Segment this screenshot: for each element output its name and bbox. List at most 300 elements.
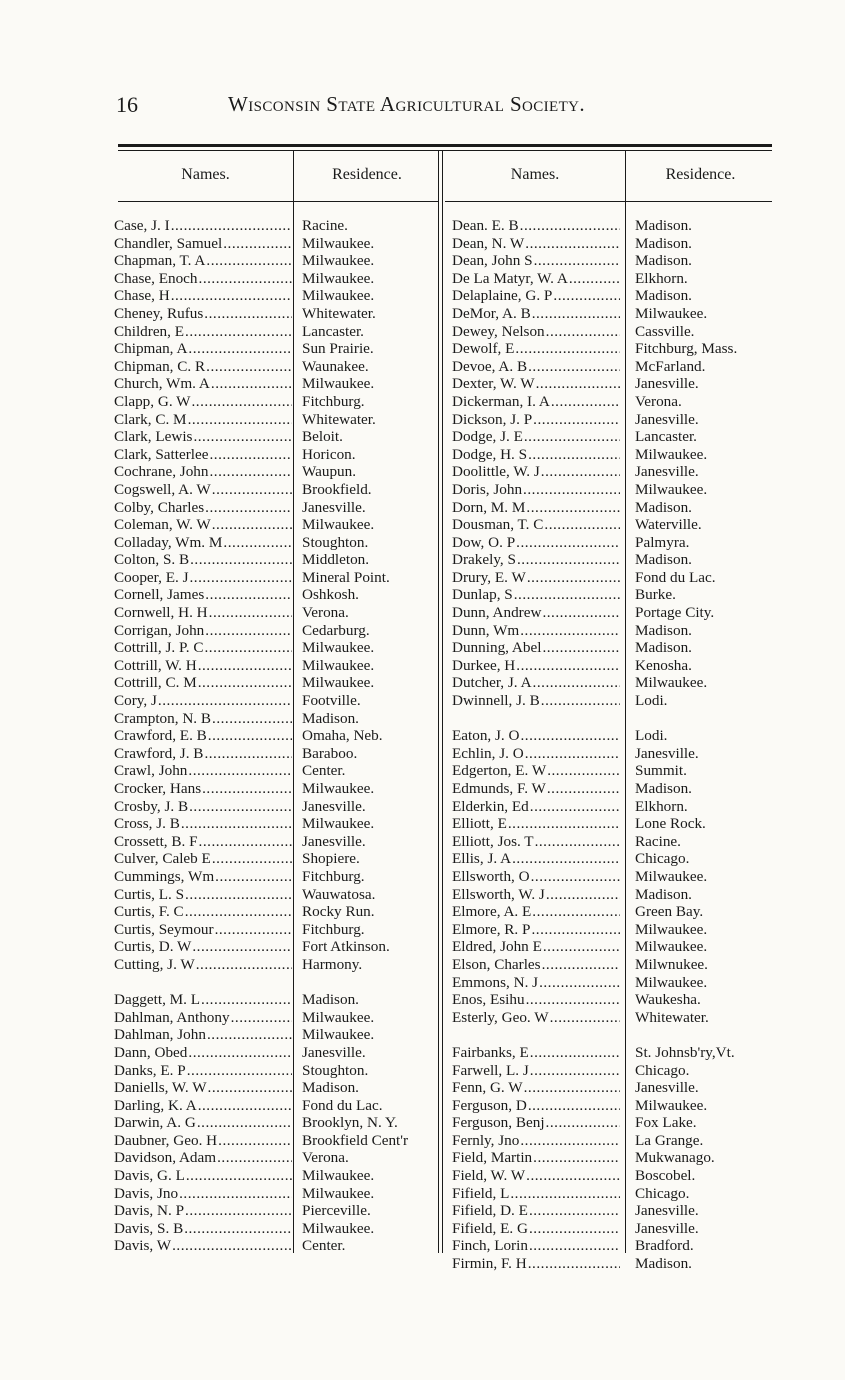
section-gap: [635, 1026, 775, 1044]
dot-leader: [185, 323, 292, 341]
header-underline-right: [445, 201, 772, 202]
member-name-row: [452, 1185, 620, 1203]
member-residence: Milwaukee.: [302, 656, 375, 674]
member-name: Dean. E. B: [452, 217, 519, 234]
member-name-row: [452, 692, 620, 710]
member-residence: Milwaukee.: [302, 639, 375, 657]
dot-leader: [211, 375, 292, 393]
member-name-row: [114, 745, 292, 763]
header-names-left: Names.: [181, 166, 230, 183]
member-name-row: [452, 921, 620, 939]
dot-leader: [546, 886, 620, 904]
member-name-row: [114, 446, 292, 464]
member-name: Elmore, A. E: [452, 903, 532, 921]
member-residence: Bradford.: [635, 1237, 694, 1255]
member-name: Dewey, Nelson: [452, 322, 545, 340]
dot-leader: [508, 815, 620, 833]
dot-leader: [199, 833, 292, 851]
member-residence: Madison.: [635, 885, 692, 903]
dot-leader: [530, 798, 620, 816]
member-name: Cornwell, H. H: [114, 604, 208, 622]
dot-leader: [543, 938, 620, 956]
member-name-row: [452, 850, 620, 868]
member-name: Chandler, Samuel: [114, 234, 223, 252]
member-residence: Mukwanago.: [635, 1149, 715, 1167]
member-residence: Racine.: [635, 832, 681, 850]
member-name: Crosby, J. B: [114, 797, 189, 815]
member-residence: Milwaukee.: [302, 252, 375, 270]
member-name: Dodge, J. E: [452, 428, 523, 446]
member-name: Elliott, Jos. T: [452, 832, 534, 850]
dot-leader: [531, 868, 620, 886]
member-name-row: [452, 481, 620, 499]
member-name: Farwell, L. J: [452, 1061, 529, 1079]
dot-leader: [546, 323, 620, 341]
member-name-row: [452, 1132, 620, 1150]
member-name-row: [452, 375, 620, 393]
member-name-row: [452, 639, 620, 657]
member-name-row: [114, 534, 292, 552]
member-residence: Milwaukee.: [302, 1219, 375, 1237]
dot-leader: [532, 305, 620, 323]
header-rule-thin: [118, 150, 772, 151]
dot-leader: [529, 1202, 620, 1220]
member-residence: Janesville.: [635, 1079, 699, 1097]
dot-leader: [198, 674, 292, 692]
member-name: Dahlman, John: [114, 1026, 206, 1044]
member-residence: Summit.: [635, 762, 687, 780]
member-name: Chapman, T. A: [114, 252, 206, 270]
member-name-row: [452, 534, 620, 552]
member-name-row: [114, 428, 292, 446]
member-name: Eldred, John E: [452, 938, 542, 956]
member-residence: Stoughton.: [302, 1061, 369, 1079]
member-name: Cogswell, A. W: [114, 480, 211, 498]
dot-leader: [193, 428, 292, 446]
right-residence-column: [635, 217, 775, 1273]
member-name-row: [452, 463, 620, 481]
dot-leader: [205, 586, 292, 604]
member-residence: Sun Prairie.: [302, 340, 374, 358]
member-name: Colladay, Wm. M: [114, 533, 223, 551]
member-residence: Boscobel.: [635, 1167, 696, 1185]
dot-leader: [188, 762, 292, 780]
member-name-row: [452, 586, 620, 604]
member-residence: Stoughton.: [302, 533, 369, 551]
member-name-row: [452, 235, 620, 253]
member-residence: Brookfield Cent'r: [302, 1131, 409, 1149]
member-name-row: [114, 586, 292, 604]
dot-leader: [569, 270, 620, 288]
member-name-row: [114, 1132, 292, 1150]
member-name-row: [452, 1220, 620, 1238]
dot-leader: [541, 692, 620, 710]
member-name-row: [114, 622, 292, 640]
member-name: Echlin, J. O: [452, 744, 524, 762]
member-name-row: [114, 1220, 292, 1238]
member-residence: Milwaukee.: [635, 674, 708, 692]
member-name: Crossett, B. F: [114, 832, 198, 850]
member-residence: Milwaukee.: [635, 973, 708, 991]
member-name-row: [114, 1202, 292, 1220]
member-name-row: [452, 622, 620, 640]
member-name: Edgerton, E. W: [452, 762, 547, 780]
member-residence: Lancaster.: [302, 322, 364, 340]
member-name-row: [452, 974, 620, 992]
member-residence: Lodi.: [635, 692, 668, 710]
dot-leader: [186, 1167, 292, 1185]
member-residence: Elkhorn.: [635, 269, 688, 287]
dot-leader: [527, 569, 620, 587]
member-name: Drury, E. W: [452, 568, 526, 586]
dot-leader: [524, 428, 620, 446]
member-residence: Madison.: [635, 1255, 692, 1273]
dot-leader: [526, 991, 620, 1009]
member-name-row: [452, 991, 620, 1009]
dot-leader: [199, 270, 292, 288]
member-name-row: [114, 1149, 292, 1167]
member-name: Delaplaine, G. P: [452, 287, 553, 305]
section-gap: [635, 710, 775, 728]
member-name-row: [452, 499, 620, 517]
member-name: Durkee, H: [452, 656, 516, 674]
member-name-row: [452, 868, 620, 886]
member-name-row: [452, 1009, 620, 1027]
member-residence: Milwaukee.: [635, 1096, 708, 1114]
member-name-row: [452, 1255, 620, 1273]
member-name: Eaton, J. O: [452, 727, 520, 745]
member-name: Chipman, A: [114, 340, 188, 358]
member-name-row: [114, 604, 292, 622]
member-name-row: [452, 657, 620, 675]
member-name-row: [114, 1167, 292, 1185]
member-residence: Fond du Lac.: [302, 1096, 383, 1114]
member-name: Fifield, E. G: [452, 1219, 528, 1237]
member-name: Dexter, W. W: [452, 375, 535, 393]
member-name: Cutting, J. W: [114, 955, 195, 973]
member-name-row: [114, 358, 292, 376]
member-name: Dunn, Andrew: [452, 604, 542, 622]
dot-leader: [204, 305, 292, 323]
dot-leader: [172, 1237, 292, 1255]
member-residence: Elkhorn.: [635, 797, 688, 815]
member-residence: Verona.: [302, 1149, 349, 1167]
dot-leader: [201, 991, 292, 1009]
member-name: Chase, Enoch: [114, 269, 198, 287]
member-name-row: [452, 815, 620, 833]
member-residence: Brooklyn, N. Y.: [302, 1114, 398, 1132]
member-name-row: [114, 762, 292, 780]
member-name: Drakely, S: [452, 551, 516, 569]
member-residence: Verona.: [302, 604, 349, 622]
dot-leader: [521, 727, 621, 745]
member-name: Devoe, A. B: [452, 357, 528, 375]
dot-leader: [520, 622, 620, 640]
member-name-row: [452, 446, 620, 464]
member-residence: Madison.: [635, 287, 692, 305]
dot-leader: [198, 657, 292, 675]
member-residence: Milwaukee.: [302, 815, 375, 833]
member-residence: Fitchburg.: [302, 392, 365, 410]
member-name-row: [114, 499, 292, 517]
member-residence: Cassville.: [635, 322, 695, 340]
member-name-row: [452, 674, 620, 692]
member-name: Children, E: [114, 322, 185, 340]
member-residence: St. Johnsb'ry,Vt.: [635, 1043, 735, 1061]
dot-leader: [550, 1009, 620, 1027]
member-residence: Fond du Lac.: [635, 568, 716, 586]
member-name: Dahlman, Anthony: [114, 1008, 230, 1026]
member-name: Dwinnell, J. B: [452, 692, 540, 710]
member-name: Dodge, H. S: [452, 445, 528, 463]
member-residence: Middleton.: [302, 551, 370, 569]
member-name: Curtis, F. C: [114, 903, 184, 921]
dot-leader: [553, 287, 620, 305]
member-name: Darwin, A. G: [114, 1114, 196, 1132]
dot-leader: [212, 516, 292, 534]
member-name: Darling, K. A: [114, 1096, 197, 1114]
member-residence: Milwaukee.: [302, 780, 375, 797]
member-name: Ellis, J. A: [452, 850, 512, 868]
member-residence: Whitewater.: [302, 410, 376, 428]
running-head: Wisconsin State Agricultural Society.: [228, 92, 586, 116]
member-name-row: [452, 1149, 620, 1167]
member-name: Ferguson, D: [452, 1096, 527, 1114]
member-name: Clark, C. M: [114, 410, 187, 428]
member-name-row: [114, 956, 292, 974]
member-name: Dewolf, E: [452, 340, 515, 358]
dot-leader: [215, 921, 292, 939]
member-residence: Janesville.: [635, 410, 699, 428]
member-residence: McFarland.: [635, 357, 706, 375]
member-residence: Milwaukee.: [635, 920, 708, 938]
member-name: Davis, S. B: [114, 1219, 184, 1237]
member-name: Curtis, Seymour: [114, 920, 214, 938]
header-residence-right: Residence.: [665, 166, 736, 183]
member-residence: Madison.: [635, 780, 692, 797]
member-name: Clark, Lewis: [114, 428, 193, 446]
member-residence: Janesville.: [302, 797, 366, 815]
member-name-row: [114, 393, 292, 411]
dot-leader: [206, 252, 292, 270]
dot-leader: [171, 287, 292, 305]
dot-leader: [542, 956, 620, 974]
member-residence: Fort Atkinson.: [302, 938, 390, 956]
member-name: Dickson, J. P: [452, 410, 533, 428]
member-name: Culver, Caleb E: [114, 850, 211, 868]
member-name-row: [452, 569, 620, 587]
member-residence: Milwaukee.: [635, 304, 708, 322]
member-name: Davis, Jno: [114, 1184, 179, 1202]
member-name-row: [114, 903, 292, 921]
dot-leader: [206, 358, 292, 376]
dot-leader: [544, 516, 620, 534]
dot-leader: [209, 604, 292, 622]
member-name: Curtis, D. W: [114, 938, 192, 956]
member-name-row: [114, 868, 292, 886]
member-name: Fernly, Jno: [452, 1131, 520, 1149]
dot-leader: [528, 1255, 620, 1273]
member-name-row: [114, 1079, 292, 1097]
dot-leader: [512, 850, 620, 868]
dot-leader: [526, 1167, 620, 1185]
member-name: Clapp, G. W: [114, 392, 191, 410]
dot-leader: [520, 217, 620, 235]
member-name-row: [114, 1237, 292, 1255]
member-residence: Racine.: [302, 217, 348, 234]
dot-leader: [523, 481, 620, 499]
member-residence: Waunakee.: [302, 357, 369, 375]
member-residence: Milwaukee.: [302, 1026, 375, 1044]
section-gap: [452, 1026, 620, 1044]
dot-leader: [528, 446, 620, 464]
member-name-row: [114, 886, 292, 904]
member-name-row: [114, 674, 292, 692]
dot-leader: [530, 1062, 620, 1080]
dot-leader: [185, 1202, 292, 1220]
member-name: Fairbanks, E: [452, 1043, 529, 1061]
member-name: Crawford, J. B: [114, 744, 204, 762]
member-residence: Janesville.: [635, 375, 699, 393]
member-residence: Milwaukee.: [635, 480, 708, 498]
dot-leader: [525, 745, 620, 763]
member-name-row: [114, 938, 292, 956]
dot-leader: [533, 411, 620, 429]
member-name-row: [452, 1167, 620, 1185]
member-residence: Janesville.: [302, 1043, 366, 1061]
member-residence: Madison.: [635, 621, 692, 639]
member-residence: Green Bay.: [635, 903, 704, 921]
dot-leader: [546, 1114, 620, 1132]
member-name: Daubner, Geo. H: [114, 1131, 218, 1149]
dot-leader: [547, 780, 620, 798]
member-name-row: [114, 270, 292, 288]
dot-leader: [536, 375, 620, 393]
dot-leader: [205, 499, 292, 517]
section-gap: [452, 710, 620, 728]
member-name-row: [114, 833, 292, 851]
member-name-row: [114, 921, 292, 939]
member-name-row: [114, 411, 292, 429]
member-residence: Madison.: [635, 551, 692, 569]
member-name: Colby, Charles: [114, 498, 205, 516]
member-name: Cottrill, W. H: [114, 656, 197, 674]
dot-leader: [534, 252, 620, 270]
dot-leader: [551, 393, 620, 411]
member-name: Dorn, M. M: [452, 498, 526, 516]
member-name-row: [452, 1044, 620, 1062]
member-residence: Chicago.: [635, 1184, 690, 1202]
member-name: Curtis, L. S: [114, 885, 185, 903]
member-name-row: [114, 1185, 292, 1203]
section-gap: [302, 974, 442, 992]
dot-leader: [188, 411, 292, 429]
member-name: Dann, Obed: [114, 1043, 188, 1061]
member-name: Colton, S. B: [114, 551, 190, 569]
dot-leader: [205, 622, 292, 640]
member-name-row: [452, 428, 620, 446]
member-name: Cottrill, C. M: [114, 674, 197, 692]
dot-leader: [533, 674, 620, 692]
member-name-row: [452, 798, 620, 816]
dot-leader: [525, 235, 620, 253]
header-residence-left: Residence.: [332, 166, 402, 183]
member-name: Chase, H: [114, 287, 170, 305]
dot-leader: [528, 1097, 620, 1115]
member-name: Crocker, Hans: [114, 780, 202, 797]
member-name-row: [114, 1062, 292, 1080]
section-gap: [114, 974, 292, 992]
member-residence: Baraboo.: [302, 744, 358, 762]
column-divider-right: [625, 150, 626, 1253]
member-name: Fifield, L: [452, 1184, 510, 1202]
member-name-row: [452, 1114, 620, 1132]
member-residence: Waterville.: [635, 516, 702, 534]
member-residence: Portage City.: [635, 604, 715, 622]
dot-leader: [520, 1132, 620, 1150]
member-name: Dunning, Abel: [452, 639, 542, 657]
member-name: Cottrill, J. P. C: [114, 639, 204, 657]
member-residence: Madison.: [302, 1079, 359, 1097]
member-name-row: [114, 235, 292, 253]
member-name: Doolittle, W. J: [452, 463, 540, 481]
member-name-row: [452, 516, 620, 534]
member-name: Elson, Charles: [452, 955, 541, 973]
member-name: Daniells, W. W: [114, 1079, 207, 1097]
member-name-row: [114, 991, 292, 1009]
dot-leader: [218, 1132, 292, 1150]
member-residence: Madison.: [635, 498, 692, 516]
member-residence: Milwaukee.: [302, 287, 375, 305]
member-residence: Janesville.: [635, 1202, 699, 1220]
page-number: 16: [116, 92, 138, 117]
dot-leader: [531, 921, 620, 939]
member-residence: Milwnukee.: [635, 955, 708, 973]
member-name: Fifield, D. E: [452, 1202, 528, 1220]
member-name: Firmin, F. H: [452, 1255, 527, 1273]
member-name-row: [452, 762, 620, 780]
dot-leader: [514, 586, 620, 604]
member-name: Elliott, E: [452, 815, 507, 833]
member-residence: Waukesha.: [635, 991, 701, 1009]
member-name: Chipman, C. R: [114, 357, 206, 375]
member-residence: Fitchburg, Mass.: [635, 340, 738, 358]
member-name: Crawl, John: [114, 762, 188, 780]
member-name-row: [114, 1097, 292, 1115]
left-residence-column: [302, 217, 442, 1255]
member-name-row: [452, 1237, 620, 1255]
dot-leader: [184, 1220, 292, 1238]
dot-leader: [529, 1237, 620, 1255]
member-residence: Janesville.: [635, 744, 699, 762]
dot-leader: [223, 534, 292, 552]
member-name-row: [452, 551, 620, 569]
member-residence: Milwaukee.: [302, 1008, 375, 1026]
member-name: Dunn, Wm: [452, 621, 520, 639]
member-name-row: [114, 1114, 292, 1132]
member-residence: Kenosha.: [635, 656, 692, 674]
column-divider-left: [293, 150, 294, 1253]
dot-leader: [212, 710, 292, 728]
member-residence: Milwaukee.: [302, 674, 375, 692]
right-names-column: [452, 217, 620, 1273]
header-names-right: Names.: [510, 166, 560, 183]
dot-leader: [209, 463, 292, 481]
dot-leader: [189, 798, 292, 816]
member-residence: Madison.: [302, 709, 359, 727]
member-residence: Milwaukee.: [302, 375, 375, 393]
member-name: Corrigan, John: [114, 621, 205, 639]
